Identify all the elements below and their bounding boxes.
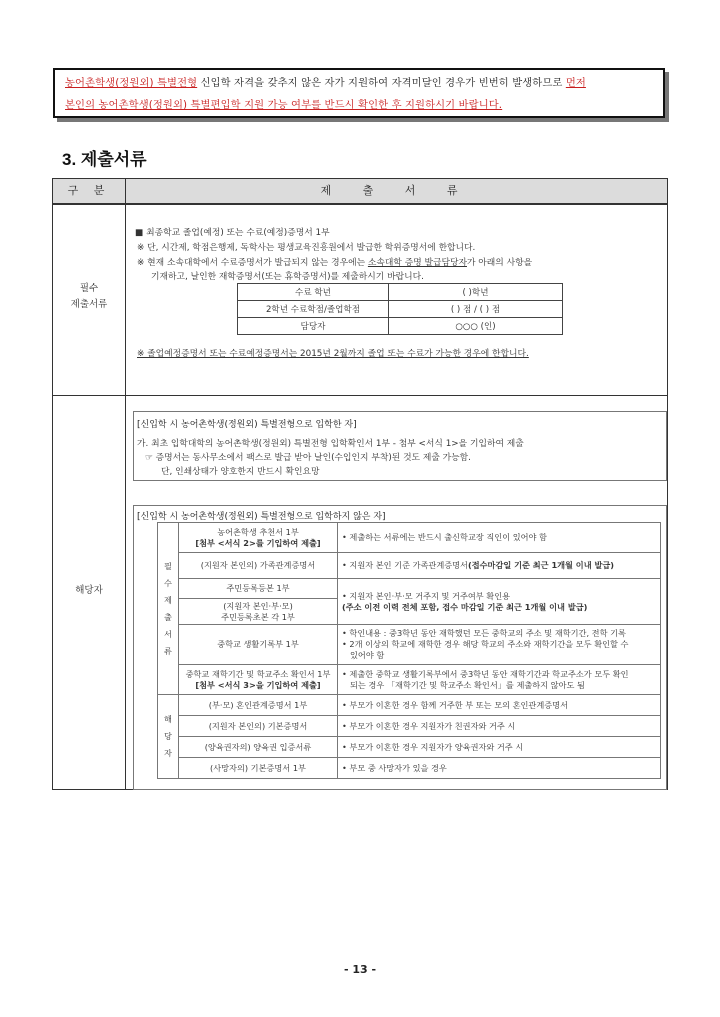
section-title: 3. 제출서류	[62, 150, 147, 169]
table-row: 주민등록등본 1부 • 지원자 본인·부·모 거주지 및 거주여부 확인용 (주소 이전 이력 전체 포함, 접수 마감일 기준 최근 1개월 이내 발급)	[158, 579, 661, 599]
box1-title: [신입학 시 농어촌학생(정원외) 특별전형으로 입학한 자]	[137, 420, 357, 430]
group-applicable-label: 해 당 자	[158, 695, 179, 779]
table-row: 중학교 생활기록부 1부 • 학인내용 : 중3학년 동안 재학했던 모든 중학교의 주소 및 재학기간, 전학 기록 • 2개 이상의 학교에 재학한 경우 해당 학교의 주소와 재학기간을 모두 확인할 수 있어야 함	[158, 625, 661, 665]
notice-box	[53, 68, 665, 118]
notice-line-2: 본인의 농어촌학생(정원외) 특별편입학 지원 가능 여부를 반드시 확인한 후 지원하시기 바랍니다.	[65, 99, 503, 111]
category-required: 필수 제출서류	[70, 283, 108, 310]
required-note-2: ※ 현재 소속대학에서 수료증명서가 발급되지 않는 경우에는 소속대학 증명 발급담당자가 아래의 사항을	[137, 258, 533, 268]
box1-line-2: ☞ 증명서는 동사무소에서 팩스로 발급 받아 날인(수입인지 부착)된 것도 제출 가능함.	[145, 453, 471, 463]
box2-title: [신입학 시 농어촌학생(정원외) 특별전형으로 입학하지 않은 자]	[137, 512, 386, 522]
table-row: (지원자 본인·부·모) 주민등록초본 각 1부	[158, 599, 661, 625]
transcript-info-table	[237, 283, 563, 335]
table-row: (양육권자의) 양육권 입증서류 • 부모가 이혼한 경우 지원자가 양육권자와 거주 시	[158, 737, 661, 758]
header-category: 구 분	[53, 179, 126, 203]
table-row: 담당자 ○○○ (인)	[238, 318, 563, 335]
required-note-3: ※ 졸업예정증명서 또는 수료예정증명서는 2015년 2월까지 졸업 또는 수료가 가능한 경우에 한합니다.	[137, 349, 529, 359]
required-note-1: ※ 단, 시간제, 학점은행제, 독학사는 평생교육진흥원에서 발급한 학위증명서에 한합니다.	[137, 243, 476, 253]
notice-line-1: 농어촌학생(정원외) 특별전형 신입학 자격을 갖추지 않은 자가 지원하여 자격미달인 경우가 빈번히 발생하므로 먼저	[65, 77, 586, 89]
table-row: 중학교 재학기간 및 학교주소 확인서 1부 [첨부 <서식 3>을 기입하여 제출] • 제출한 중학교 생활기록부에서 중3학년 동안 재학기간과 학교주소가 모두 확인 되는 경우 「재학기간 및 학교주소 확인서」를 제출하지 않아도 됨	[158, 665, 661, 695]
table-row: 수료 학년 ( )학년	[238, 284, 563, 301]
column-divider	[125, 205, 126, 790]
table-row: 2학년 수료학점/졸업학점 ( ) 점 / ( ) 점	[238, 301, 563, 318]
applicant-documents-table	[157, 522, 661, 779]
table-row: (사망자의) 기본증명서 1부 • 부모 중 사망자가 있을 경우	[158, 758, 661, 779]
group-required-label: 필 수 제 출 서 류	[158, 523, 179, 695]
table-row: (지원자 본인의) 기본증명서 • 부모가 이혼한 경우 지원자가 친권자와 거주 시	[158, 716, 661, 737]
required-note-2-line-2: 기재하고, 날인한 재학증명서(또는 휴학증명서)를 제출하시기 바랍니다.	[151, 272, 424, 282]
row-divider	[53, 395, 667, 396]
required-item-1: ■ 최종학교 졸업(예정) 또는 수료(예정)증명서 1부	[135, 228, 330, 238]
table-header	[53, 179, 667, 205]
header-documents: 제 출 서 류	[320, 184, 472, 197]
box1-line-3: 단, 인쇄상태가 양호한지 반드시 확인요망	[161, 467, 320, 477]
table-row: (지원자 본인의) 가족관계증명서 • 지원자 본인 기준 가족관계증명서(접수마감일 기준 최근 1개월 이내 발급)	[158, 553, 661, 579]
page-number: - 13 -	[343, 963, 377, 976]
category-applicable: 해당자	[75, 585, 103, 596]
table-row: 필 수 제 출 서 류 농어촌학생 추천서 1부 [첨부 <서식 2>를 기입하여 제출] • 제출하는 서류에는 반드시 출신학교장 직인이 있어야 함	[158, 523, 661, 553]
table-row: 해 당 자 (부·모) 혼인관계증명서 1부 • 부모가 이혼한 경우 함께 거주한 부 또는 모의 혼인관계증명서	[158, 695, 661, 716]
box1-line-1: 가. 최초 입학대학의 농어촌학생(정원외) 특별전형 입학확인서 1부 - 첨부 <서식 1>을 기입하여 제출	[137, 439, 524, 449]
